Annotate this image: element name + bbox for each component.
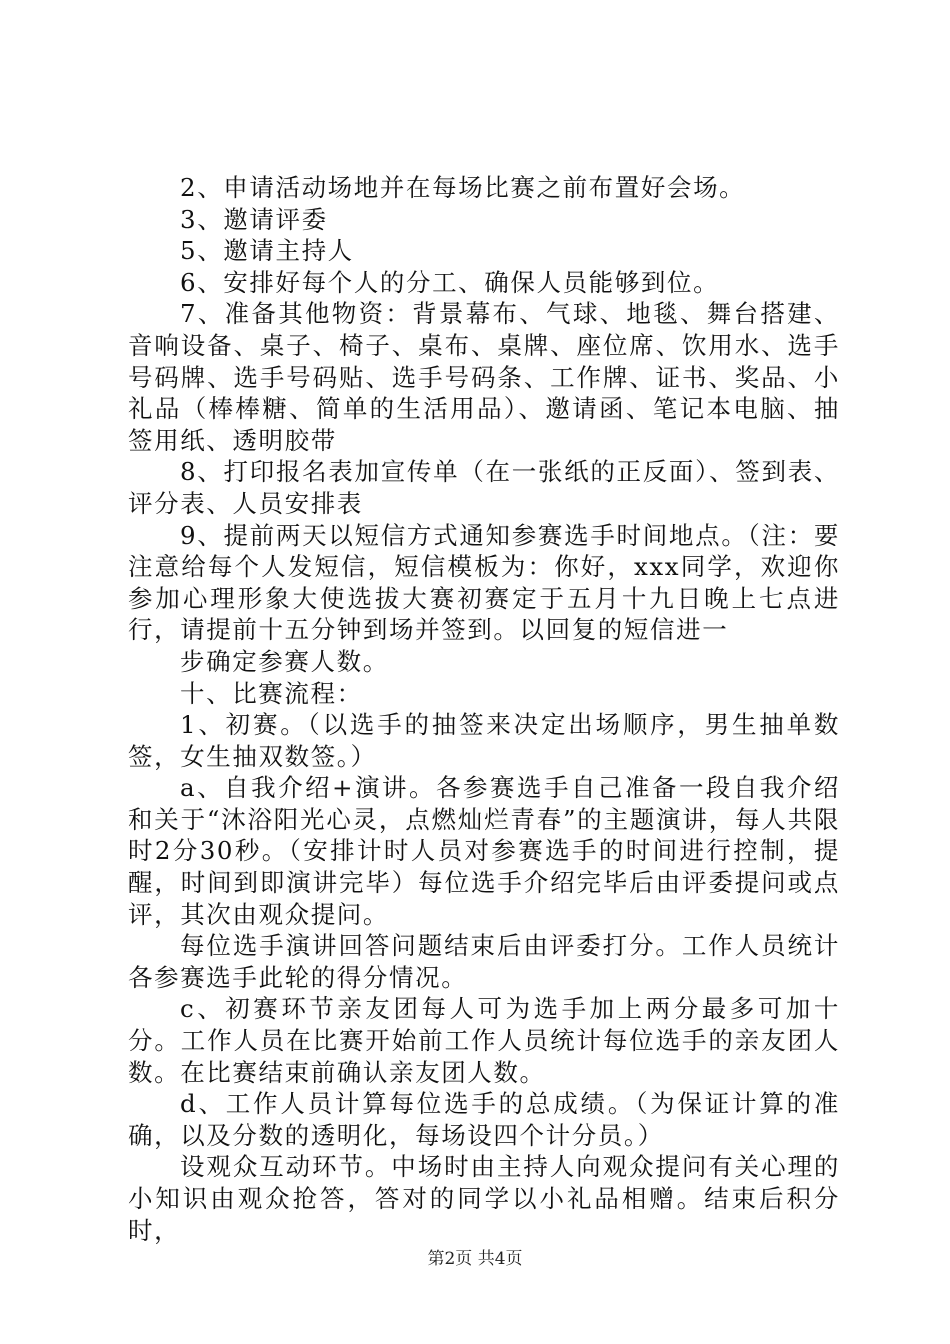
paragraph-item-6: 6、安排好每个人的分工、确保人员能够到位。 xyxy=(180,267,720,297)
paragraph-preliminary: 1、初赛。（以选手的抽签来决定出场顺序，男生抽单数签，女生抽双数签。） xyxy=(128,710,840,771)
paragraph-step-a: a、自我介绍+演讲。各参赛选手自己准备一段自我介绍和关于“沐浴阳光心灵，点燃灿烂青春”的主题演讲，每人共限时2分30秒。（安排计时人员对参赛选手的时间进行控制，提醒，时间到即演讲完毕）每位选手介绍完毕后由评委提问或点评，其次由观众提问。 xyxy=(128,773,840,929)
paragraph-item-9: 9、提前两天以短信方式通知参赛选手时间地点。（注：要注意给每个人发短信，短信模板为：你好，xxx同学，欢迎你参加心理形象大使选拔大赛初赛定于五月十九日晚上七点进行，请提前十五分钟到场并签到。以回复的短信进一 xyxy=(128,520,840,645)
paragraph-item-7: 7、准备其他物资：背景幕布、气球、地毯、舞台搭建、音响设备、桌子、椅子、桌布、桌牌、座位席、饮用水、选手号码牌、选手号码贴、选手号码条、工作牌、证书、奖品、小礼品（棒棒糖、简单的生活用品）、邀请函、笔记本电脑、抽签用纸、透明胶带 xyxy=(128,299,840,455)
paragraph-continuation: 步确定参赛人数。 xyxy=(180,646,389,676)
paragraph-step-d: d、工作人员计算每位选手的总成绩。（为保证计算的准确，以及分数的透明化，每场设四个计分员。） xyxy=(128,1089,840,1150)
paragraph-item-2: 2、申请活动场地并在每场比赛之前布置好会场。 xyxy=(180,173,746,202)
paragraph-item-5: 5、邀请主持人 xyxy=(180,236,354,266)
paragraph-audience-interaction: 设观众互动环节。中场时由主持人向观众提问有关心理的小知识由观众抢答，答对的同学以小礼品相赠。结束后积分时， xyxy=(128,1152,840,1245)
page-number-footer: 第2页 共4页 xyxy=(427,1249,523,1269)
paragraph-item-3: 3、邀请评委 xyxy=(180,204,328,234)
document-body xyxy=(128,172,840,1246)
paragraph-scoring: 每位选手演讲回答问题结束后由评委打分。工作人员统计各参赛选手此轮的得分情况。 xyxy=(128,931,840,992)
paragraph-item-8: 8、打印报名表加宣传单（在一张纸的正反面）、签到表、评分表、人员安排表 xyxy=(128,457,840,518)
paragraph-step-c: c、初赛环节亲友团每人可为选手加上两分最多可加十分。工作人员在比赛开始前工作人员统计每位选手的亲友团人数。在比赛结束前确认亲友团人数。 xyxy=(128,994,840,1087)
section-heading-process: 十、比赛流程： xyxy=(180,678,363,708)
